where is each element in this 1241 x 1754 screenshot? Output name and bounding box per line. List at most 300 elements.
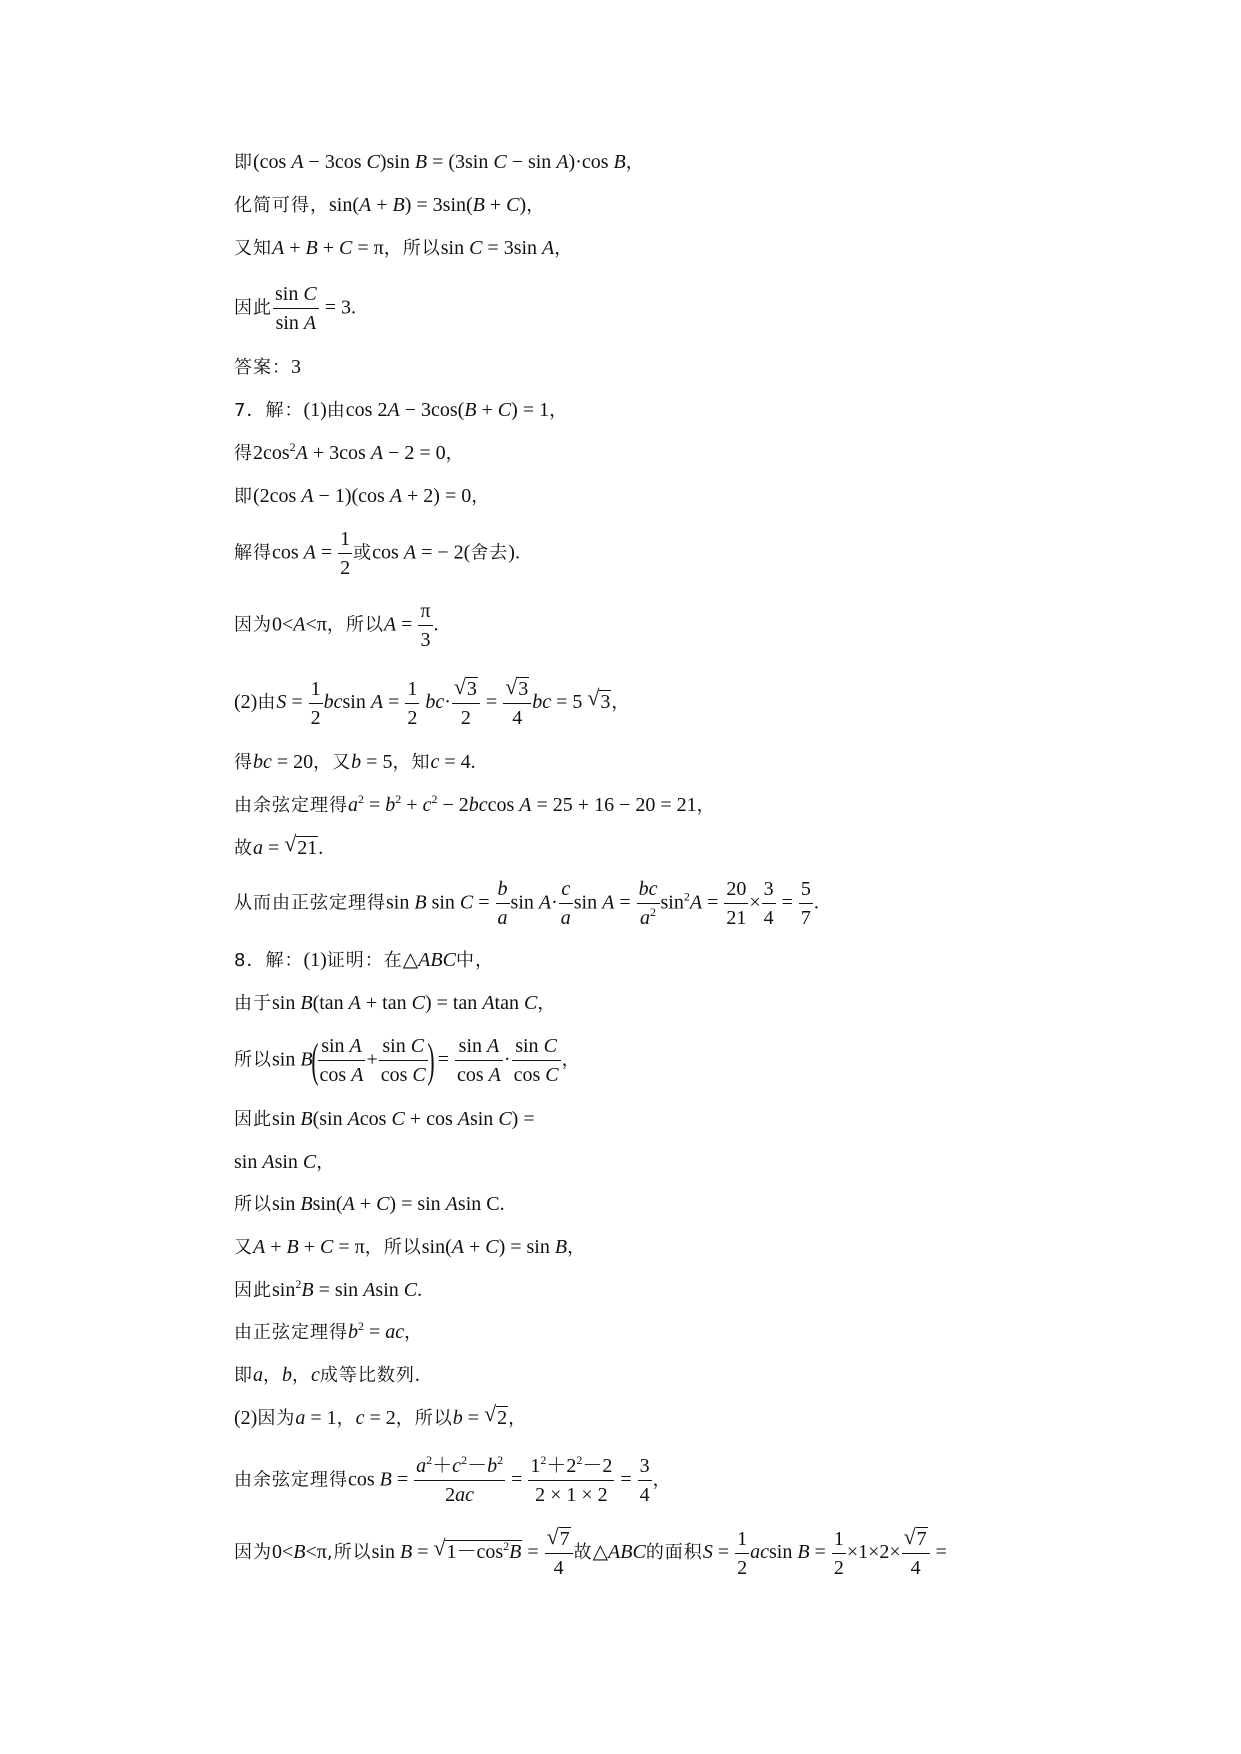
math-text: 3 bbox=[600, 691, 611, 714]
math-text: 1 bbox=[310, 677, 321, 700]
math-variable: ABC bbox=[418, 949, 456, 971]
cjk-text: ，所以 bbox=[326, 614, 384, 636]
fraction bbox=[273, 283, 319, 335]
cjk-text: 8．解： bbox=[234, 950, 304, 971]
math-text: . bbox=[417, 1279, 423, 1301]
fraction bbox=[318, 1035, 366, 1087]
math-text: <π bbox=[305, 1541, 327, 1564]
math-text: sin bbox=[573, 891, 603, 914]
cjk-text: ， bbox=[611, 692, 631, 714]
math-variable: b bbox=[282, 1364, 292, 1386]
math-text: sin bbox=[272, 1048, 301, 1071]
math-variable: A bbox=[347, 1108, 360, 1130]
cjk-text: ， bbox=[554, 238, 574, 259]
radicand bbox=[466, 677, 478, 700]
math-variable: A bbox=[262, 1151, 275, 1173]
math-variable: B bbox=[392, 194, 405, 216]
math-variable: c bbox=[452, 1455, 462, 1477]
cjk-text: ， bbox=[471, 486, 491, 507]
math-text: = (3sin bbox=[427, 151, 494, 173]
math-text: ) = 1 bbox=[511, 399, 550, 421]
math-text: 1 bbox=[737, 1527, 748, 1550]
math-text: = 25 + 16 − 20 = 21 bbox=[531, 794, 697, 816]
math-variable: B bbox=[554, 1236, 568, 1258]
cjk-text: 由于 bbox=[234, 993, 272, 1014]
math-text: 2 bbox=[497, 1407, 508, 1429]
solution-line bbox=[234, 195, 545, 215]
math-variable: A bbox=[383, 613, 397, 636]
math-variable: A bbox=[542, 237, 555, 259]
fraction-numerator bbox=[418, 600, 432, 626]
fraction bbox=[902, 1527, 930, 1580]
math-text: + 3cos bbox=[307, 442, 371, 464]
cjk-text: ， bbox=[404, 1322, 424, 1343]
math-variable: B bbox=[300, 992, 313, 1014]
cjk-text: ， bbox=[625, 152, 645, 173]
superscript: 2 bbox=[576, 1453, 583, 1467]
math-text: = bbox=[263, 837, 285, 859]
math-variable: B bbox=[797, 1541, 810, 1564]
math-variable: B bbox=[293, 1541, 306, 1564]
fraction-denominator bbox=[735, 1554, 749, 1580]
cjk-text: 舍去 bbox=[470, 542, 509, 564]
radicand bbox=[445, 1540, 522, 1563]
square-root bbox=[433, 1540, 522, 1563]
cjk-text: 化简可得， bbox=[234, 195, 329, 216]
fraction bbox=[799, 878, 813, 930]
fraction-numerator bbox=[724, 878, 748, 904]
math-variable: A bbox=[363, 1279, 376, 1301]
fraction bbox=[405, 678, 419, 730]
math-text: − 2 = 0 bbox=[383, 442, 446, 464]
fraction-denominator bbox=[452, 704, 480, 730]
solution-line bbox=[234, 1406, 527, 1429]
math-text: 3 bbox=[466, 678, 477, 700]
fraction-numerator bbox=[638, 1455, 652, 1481]
cjk-text: 因为 bbox=[234, 1542, 272, 1564]
math-text: cos 2 bbox=[345, 399, 388, 421]
math-variable: A bbox=[387, 399, 400, 421]
math-variable: B bbox=[305, 237, 318, 259]
math-text: = bbox=[412, 1541, 434, 1564]
math-text: 7 bbox=[800, 907, 811, 929]
math-text: cos bbox=[513, 1064, 546, 1086]
math-variable: C bbox=[543, 1035, 557, 1057]
math-text: 4 bbox=[512, 707, 523, 729]
superscript: 2 bbox=[358, 792, 364, 806]
math-text: = bbox=[809, 1541, 831, 1564]
math-text: = bbox=[506, 1468, 528, 1491]
math-variable: A bbox=[451, 1236, 464, 1258]
math-text: = bbox=[712, 1541, 735, 1564]
math-text: 1 bbox=[340, 528, 351, 550]
fraction bbox=[309, 678, 323, 730]
math-text: sin bbox=[371, 1541, 400, 1564]
cjk-text: 因为 bbox=[257, 1408, 296, 1429]
math-text: (cos bbox=[253, 151, 292, 173]
solution-line bbox=[234, 878, 819, 930]
math-text: 3 bbox=[518, 678, 529, 700]
cjk-text: 又 bbox=[234, 1237, 253, 1258]
fraction-denominator bbox=[405, 704, 419, 730]
math-text: ×1×2× bbox=[846, 1541, 901, 1564]
cjk-text: ， bbox=[508, 1408, 528, 1429]
math-variable: bc bbox=[253, 751, 272, 773]
cjk-text: ， bbox=[336, 1408, 356, 1429]
math-variable: S bbox=[276, 691, 287, 714]
fraction-numerator bbox=[559, 878, 573, 904]
math-text: cos bbox=[457, 1064, 489, 1086]
math-text: ) = tan bbox=[424, 992, 483, 1014]
math-text: = bbox=[396, 613, 418, 636]
math-variable: S bbox=[702, 1541, 713, 1564]
fraction-denominator bbox=[318, 1061, 366, 1087]
square-root bbox=[547, 1527, 571, 1551]
math-text: 2 bbox=[445, 1484, 456, 1506]
cjk-text: 由 bbox=[257, 692, 277, 714]
solution-line bbox=[234, 1365, 420, 1385]
math-text: = bbox=[702, 891, 724, 914]
math-text: = 3sin bbox=[482, 237, 543, 259]
cjk-text: 由 bbox=[326, 400, 346, 421]
math-text: = 20 bbox=[271, 751, 314, 773]
cjk-text: 由余弦定理得 bbox=[234, 795, 348, 816]
math-variable: B bbox=[379, 1468, 392, 1491]
math-text: 2 bbox=[340, 557, 351, 579]
solution-line bbox=[234, 600, 439, 652]
fraction-numerator bbox=[496, 878, 510, 904]
cjk-text: 由余弦定理得 bbox=[234, 1469, 348, 1491]
superscript: 2 bbox=[289, 440, 296, 454]
fraction bbox=[545, 1527, 573, 1580]
fraction-numerator bbox=[545, 1527, 573, 1554]
math-text: －2 bbox=[582, 1455, 613, 1477]
fraction bbox=[379, 1035, 428, 1087]
math-text: = bbox=[315, 541, 338, 564]
solution-line bbox=[234, 1527, 947, 1580]
math-variable: ac bbox=[385, 1321, 405, 1343]
math-text: = bbox=[776, 891, 798, 914]
math-text: sin bbox=[469, 1108, 499, 1130]
square-root bbox=[505, 677, 529, 701]
math-variable: A bbox=[370, 442, 384, 464]
cjk-text: 的面积 bbox=[645, 1542, 703, 1564]
math-variable: bc bbox=[638, 878, 658, 900]
cjk-text: 因此 bbox=[234, 297, 272, 319]
math-text: sin bbox=[275, 312, 304, 334]
math-variable: A bbox=[445, 1193, 458, 1215]
large-parenthesis: ( bbox=[310, 1034, 319, 1087]
cjk-text: ， bbox=[652, 1469, 672, 1491]
square-root bbox=[284, 836, 318, 859]
math-variable: A bbox=[482, 992, 495, 1014]
math-text: (tan bbox=[312, 992, 349, 1014]
math-text: + bbox=[284, 237, 306, 259]
math-variable: C bbox=[493, 151, 507, 173]
math-text: × bbox=[749, 891, 761, 914]
cjk-text: 从而由正弦定理得 bbox=[234, 892, 386, 914]
fraction-numerator bbox=[455, 1035, 503, 1061]
math-variable: A bbox=[272, 237, 285, 259]
math-text: sin bbox=[321, 1035, 350, 1057]
cjk-text: ，所以 bbox=[364, 1237, 422, 1258]
math-variable: b bbox=[487, 1455, 498, 1477]
math-text: . bbox=[813, 891, 819, 914]
square-root bbox=[454, 677, 478, 701]
math-variable: B bbox=[472, 194, 485, 216]
solution-line bbox=[234, 1319, 424, 1343]
math-variable: B bbox=[301, 1279, 314, 1301]
fraction bbox=[762, 878, 776, 930]
solution-line bbox=[234, 238, 573, 258]
radicand bbox=[296, 836, 318, 859]
cjk-text: 或 bbox=[353, 542, 373, 564]
radicand bbox=[599, 690, 611, 713]
math-variable: A bbox=[348, 992, 361, 1014]
math-text: cos bbox=[319, 1064, 352, 1086]
cjk-text: 成等比数列 bbox=[319, 1365, 415, 1386]
solution-line bbox=[234, 440, 465, 464]
cjk-text: 故 bbox=[234, 838, 253, 859]
cjk-text: 答案： bbox=[234, 357, 291, 378]
fraction-numerator bbox=[379, 1035, 428, 1061]
math-text: = bbox=[383, 691, 405, 714]
cjk-text: 证明：在 bbox=[326, 950, 403, 971]
math-text: 3 bbox=[291, 356, 301, 378]
fraction-numerator bbox=[273, 283, 319, 309]
solution-line bbox=[234, 1152, 335, 1172]
math-variable: C bbox=[523, 992, 538, 1014]
math-variable: a bbox=[348, 794, 358, 816]
math-text: cos bbox=[380, 1064, 413, 1086]
math-variable: C bbox=[339, 237, 353, 259]
math-text: − sin bbox=[506, 151, 557, 173]
math-variable: C bbox=[412, 1064, 426, 1086]
problem-7-heading bbox=[234, 400, 568, 420]
math-text: ) = sin bbox=[389, 1193, 446, 1215]
math-text: − 1)(cos bbox=[313, 485, 390, 507]
math-text: sin bbox=[342, 691, 371, 714]
math-text: = 5 bbox=[361, 751, 393, 773]
math-text: + bbox=[401, 794, 423, 816]
fraction-denominator bbox=[762, 904, 776, 930]
math-text: cos bbox=[348, 1468, 380, 1491]
math-text: 21 bbox=[297, 837, 318, 859]
math-text: + bbox=[265, 1236, 287, 1258]
math-text: 1－cos bbox=[446, 1541, 504, 1564]
fraction bbox=[528, 1455, 614, 1507]
math-text: sin( bbox=[329, 194, 359, 216]
solution-line bbox=[234, 1035, 581, 1087]
fraction bbox=[503, 677, 531, 730]
math-variable: A bbox=[403, 541, 417, 564]
math-variable: A bbox=[519, 794, 532, 816]
fraction-numerator bbox=[832, 1528, 846, 1554]
solution-line bbox=[234, 528, 520, 580]
radicand bbox=[559, 1527, 571, 1550]
math-text: 4 bbox=[639, 1484, 650, 1506]
math-text: 2 bbox=[310, 706, 321, 729]
cjk-text: ， bbox=[567, 1237, 587, 1258]
math-text: sin( bbox=[421, 1236, 452, 1258]
math-text: sin bbox=[272, 1279, 296, 1301]
math-text: 4 bbox=[763, 907, 774, 929]
math-variable: b bbox=[348, 1321, 358, 1343]
math-variable: A bbox=[295, 442, 308, 464]
math-variable: A bbox=[301, 485, 314, 507]
math-text: = − 2( bbox=[416, 541, 471, 564]
math-text: . bbox=[318, 837, 324, 859]
math-text: − 3cos bbox=[303, 151, 367, 173]
math-variable: bc bbox=[532, 691, 552, 714]
math-text: (1) bbox=[303, 399, 327, 421]
math-text: = bbox=[462, 1407, 485, 1429]
cjk-text: 即 bbox=[234, 486, 253, 507]
fraction bbox=[735, 1528, 749, 1580]
fraction-numerator bbox=[452, 677, 480, 704]
fraction-denominator bbox=[799, 904, 813, 930]
math-variable: a bbox=[640, 907, 651, 929]
math-variable: a bbox=[253, 837, 263, 859]
cjk-text: ， bbox=[526, 195, 546, 216]
math-variable: C bbox=[366, 151, 380, 173]
fraction-denominator bbox=[724, 904, 748, 930]
math-text: 3 bbox=[763, 878, 774, 900]
solution-line bbox=[234, 792, 716, 816]
fraction-numerator bbox=[512, 1035, 561, 1061]
radicand bbox=[496, 1406, 508, 1429]
superscript: 2 bbox=[540, 1453, 547, 1467]
math-text: · bbox=[503, 1048, 511, 1071]
cjk-text: ， bbox=[316, 1152, 336, 1173]
math-variable: C bbox=[545, 1064, 559, 1086]
math-variable: C bbox=[506, 194, 520, 216]
fraction-denominator bbox=[379, 1061, 428, 1087]
math-variable: a bbox=[253, 1364, 263, 1386]
fraction-numerator bbox=[338, 528, 352, 554]
math-text: 7 bbox=[916, 1528, 927, 1550]
math-text: sin bbox=[272, 992, 301, 1014]
math-variable: A bbox=[303, 541, 316, 564]
fraction bbox=[637, 878, 660, 930]
cjk-text: ，知 bbox=[392, 752, 431, 773]
math-variable: B bbox=[399, 1541, 413, 1564]
math-text: cos bbox=[359, 1108, 392, 1130]
math-text: + tan bbox=[360, 992, 412, 1014]
fraction-denominator bbox=[902, 1554, 930, 1580]
math-text: ＋2 bbox=[546, 1455, 577, 1477]
math-variable: C bbox=[303, 283, 317, 305]
math-variable: A bbox=[253, 1236, 266, 1258]
math-text: = 5 bbox=[551, 691, 588, 714]
math-text: = 1 bbox=[305, 1407, 337, 1429]
superscript: 2 bbox=[426, 1453, 433, 1467]
math-text: cos bbox=[372, 541, 404, 564]
cjk-text: ，所以 bbox=[395, 1408, 453, 1429]
answer-line bbox=[234, 357, 301, 377]
math-text: + bbox=[371, 194, 393, 216]
superscript: 2 bbox=[497, 1453, 504, 1467]
math-text: ) = 3sin( bbox=[404, 194, 473, 216]
math-text: sin bbox=[768, 1541, 798, 1564]
math-text: = bbox=[480, 691, 503, 714]
math-text: = bbox=[522, 1541, 544, 1564]
math-text: <π bbox=[305, 613, 327, 636]
math-variable: a bbox=[295, 1407, 306, 1429]
math-text: π bbox=[420, 600, 431, 622]
math-text: sin bbox=[382, 1035, 411, 1057]
math-variable: B bbox=[300, 1193, 313, 1215]
math-text: sin bbox=[510, 891, 539, 914]
math-variable: a bbox=[497, 907, 508, 929]
fraction-denominator bbox=[512, 1061, 561, 1087]
math-variable: ac bbox=[750, 1541, 769, 1564]
math-variable: ac bbox=[455, 1484, 475, 1506]
math-variable: B bbox=[613, 151, 626, 173]
math-text: (2cos bbox=[253, 485, 302, 507]
math-text: = π bbox=[333, 1236, 365, 1258]
math-text: sin bbox=[234, 1151, 263, 1173]
math-text: − 2 bbox=[437, 794, 469, 816]
fraction-numerator bbox=[637, 878, 660, 904]
math-variable: C bbox=[302, 1151, 317, 1173]
radicand bbox=[916, 1527, 928, 1550]
math-text: = 4. bbox=[439, 751, 476, 773]
math-variable: B bbox=[414, 151, 428, 173]
math-variable: c bbox=[561, 878, 571, 900]
math-variable: a bbox=[560, 907, 571, 929]
cjk-text: 由正弦定理得 bbox=[234, 1322, 348, 1343]
math-variable: C bbox=[403, 1279, 418, 1301]
math-text: 4 bbox=[910, 1557, 921, 1579]
fraction-numerator bbox=[405, 678, 419, 704]
math-variable: bc bbox=[468, 794, 488, 816]
square-root bbox=[587, 690, 611, 713]
math-text: 2 bbox=[407, 706, 418, 729]
cjk-text: 所以 bbox=[234, 1049, 272, 1071]
fraction-denominator bbox=[559, 904, 573, 930]
cjk-text: 7．解： bbox=[234, 400, 304, 421]
fraction bbox=[338, 528, 352, 580]
solution-line bbox=[234, 836, 323, 859]
math-variable: C bbox=[320, 1236, 334, 1258]
cjk-text: 即 bbox=[234, 1365, 253, 1386]
math-text: − 3cos( bbox=[399, 399, 465, 421]
fraction-denominator bbox=[455, 1061, 503, 1087]
math-text: sin C. bbox=[457, 1193, 505, 1215]
fraction-denominator bbox=[638, 1481, 652, 1507]
math-text: 0< bbox=[272, 1541, 294, 1564]
math-text: + cos bbox=[404, 1108, 458, 1130]
math-variable: ABC bbox=[608, 1541, 646, 1564]
math-text: = bbox=[432, 1048, 454, 1071]
math-text: sin( bbox=[312, 1193, 343, 1215]
fraction-denominator bbox=[496, 904, 510, 930]
fraction-denominator bbox=[309, 704, 323, 730]
superscript: 2 bbox=[358, 1319, 364, 1333]
math-text: sin bbox=[660, 891, 684, 914]
fraction-denominator bbox=[832, 1554, 846, 1580]
math-text: = 3. bbox=[319, 296, 356, 319]
math-variable: A bbox=[359, 194, 372, 216]
math-variable: B bbox=[286, 1236, 299, 1258]
fraction bbox=[638, 1455, 652, 1507]
math-text: 20 bbox=[726, 878, 747, 900]
math-text: = π bbox=[352, 237, 384, 259]
cjk-text: 又知 bbox=[234, 238, 272, 259]
fraction-numerator bbox=[414, 1455, 505, 1481]
math-text: + bbox=[366, 1048, 378, 1071]
